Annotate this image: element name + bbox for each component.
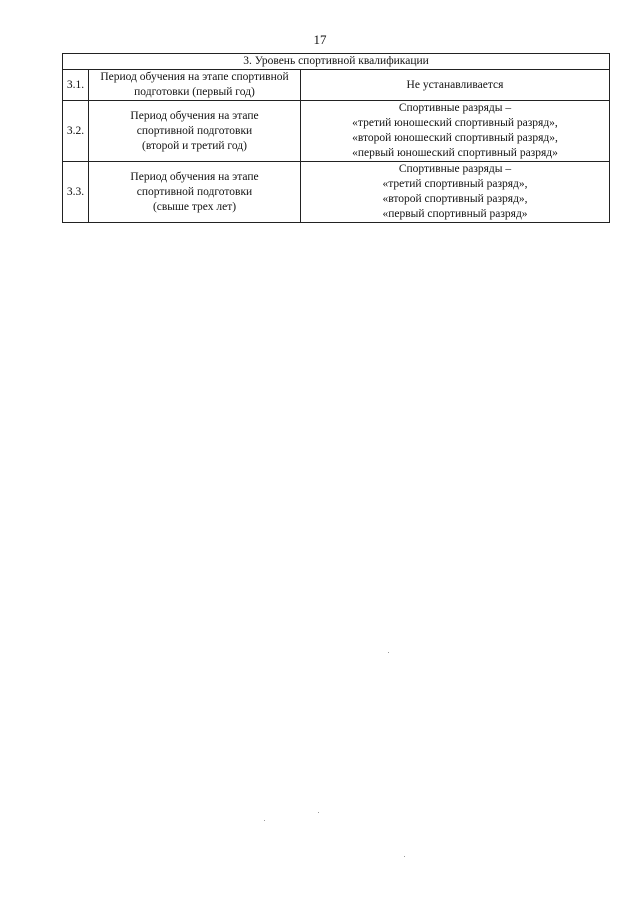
row-number: 3.2. — [63, 101, 89, 162]
requirement-line: «второй юношеский спортивный разряд», — [352, 132, 558, 144]
period-line: спортивной подготовки — [136, 185, 253, 198]
row-number: 3.3. — [63, 162, 89, 223]
requirement-line: Не устанавливается — [406, 78, 504, 91]
table-row — [63, 162, 610, 223]
requirement-line: «первый спортивный разряд» — [382, 208, 528, 220]
requirement-line: «третий юношеский спортивный разряд», — [352, 117, 558, 129]
requirement-cell — [301, 101, 610, 162]
period-line: Период обучения на этапе — [130, 109, 259, 122]
requirement-line: «первый юношеский спортивный разряд» — [352, 147, 558, 159]
period-line: (свыше трех лет) — [152, 200, 237, 213]
requirement-cell — [301, 162, 610, 223]
row-number: 3.1. — [63, 70, 89, 101]
requirement-line: Спортивные разряды – — [398, 102, 512, 114]
period-line: Период обучения на этапе спортивной — [100, 71, 289, 83]
qualification-table — [62, 53, 610, 223]
table-row — [63, 101, 610, 162]
period-cell — [89, 101, 301, 162]
scan-speck — [318, 812, 319, 813]
period-line: (второй и третий год) — [142, 139, 247, 152]
period-line: подготовки (первый год) — [134, 86, 255, 98]
table-section-header-row — [63, 54, 610, 70]
section-header: 3. Уровень спортивной квалификации — [63, 54, 610, 70]
period-cell — [89, 70, 301, 101]
page-number: 17 — [313, 32, 327, 47]
period-line: Период обучения на этапе — [130, 170, 259, 183]
requirement-line: «третий спортивный разряд», — [382, 178, 528, 190]
period-cell — [89, 162, 301, 223]
requirement-line: Спортивные разряды – — [398, 163, 512, 175]
period-line: спортивной подготовки — [136, 124, 253, 137]
scan-speck — [404, 856, 405, 857]
scan-speck — [264, 820, 265, 821]
scan-speck — [388, 652, 389, 653]
table-row — [63, 70, 610, 101]
requirement-cell — [301, 70, 610, 101]
requirement-line: «второй спортивный разряд», — [382, 193, 528, 205]
